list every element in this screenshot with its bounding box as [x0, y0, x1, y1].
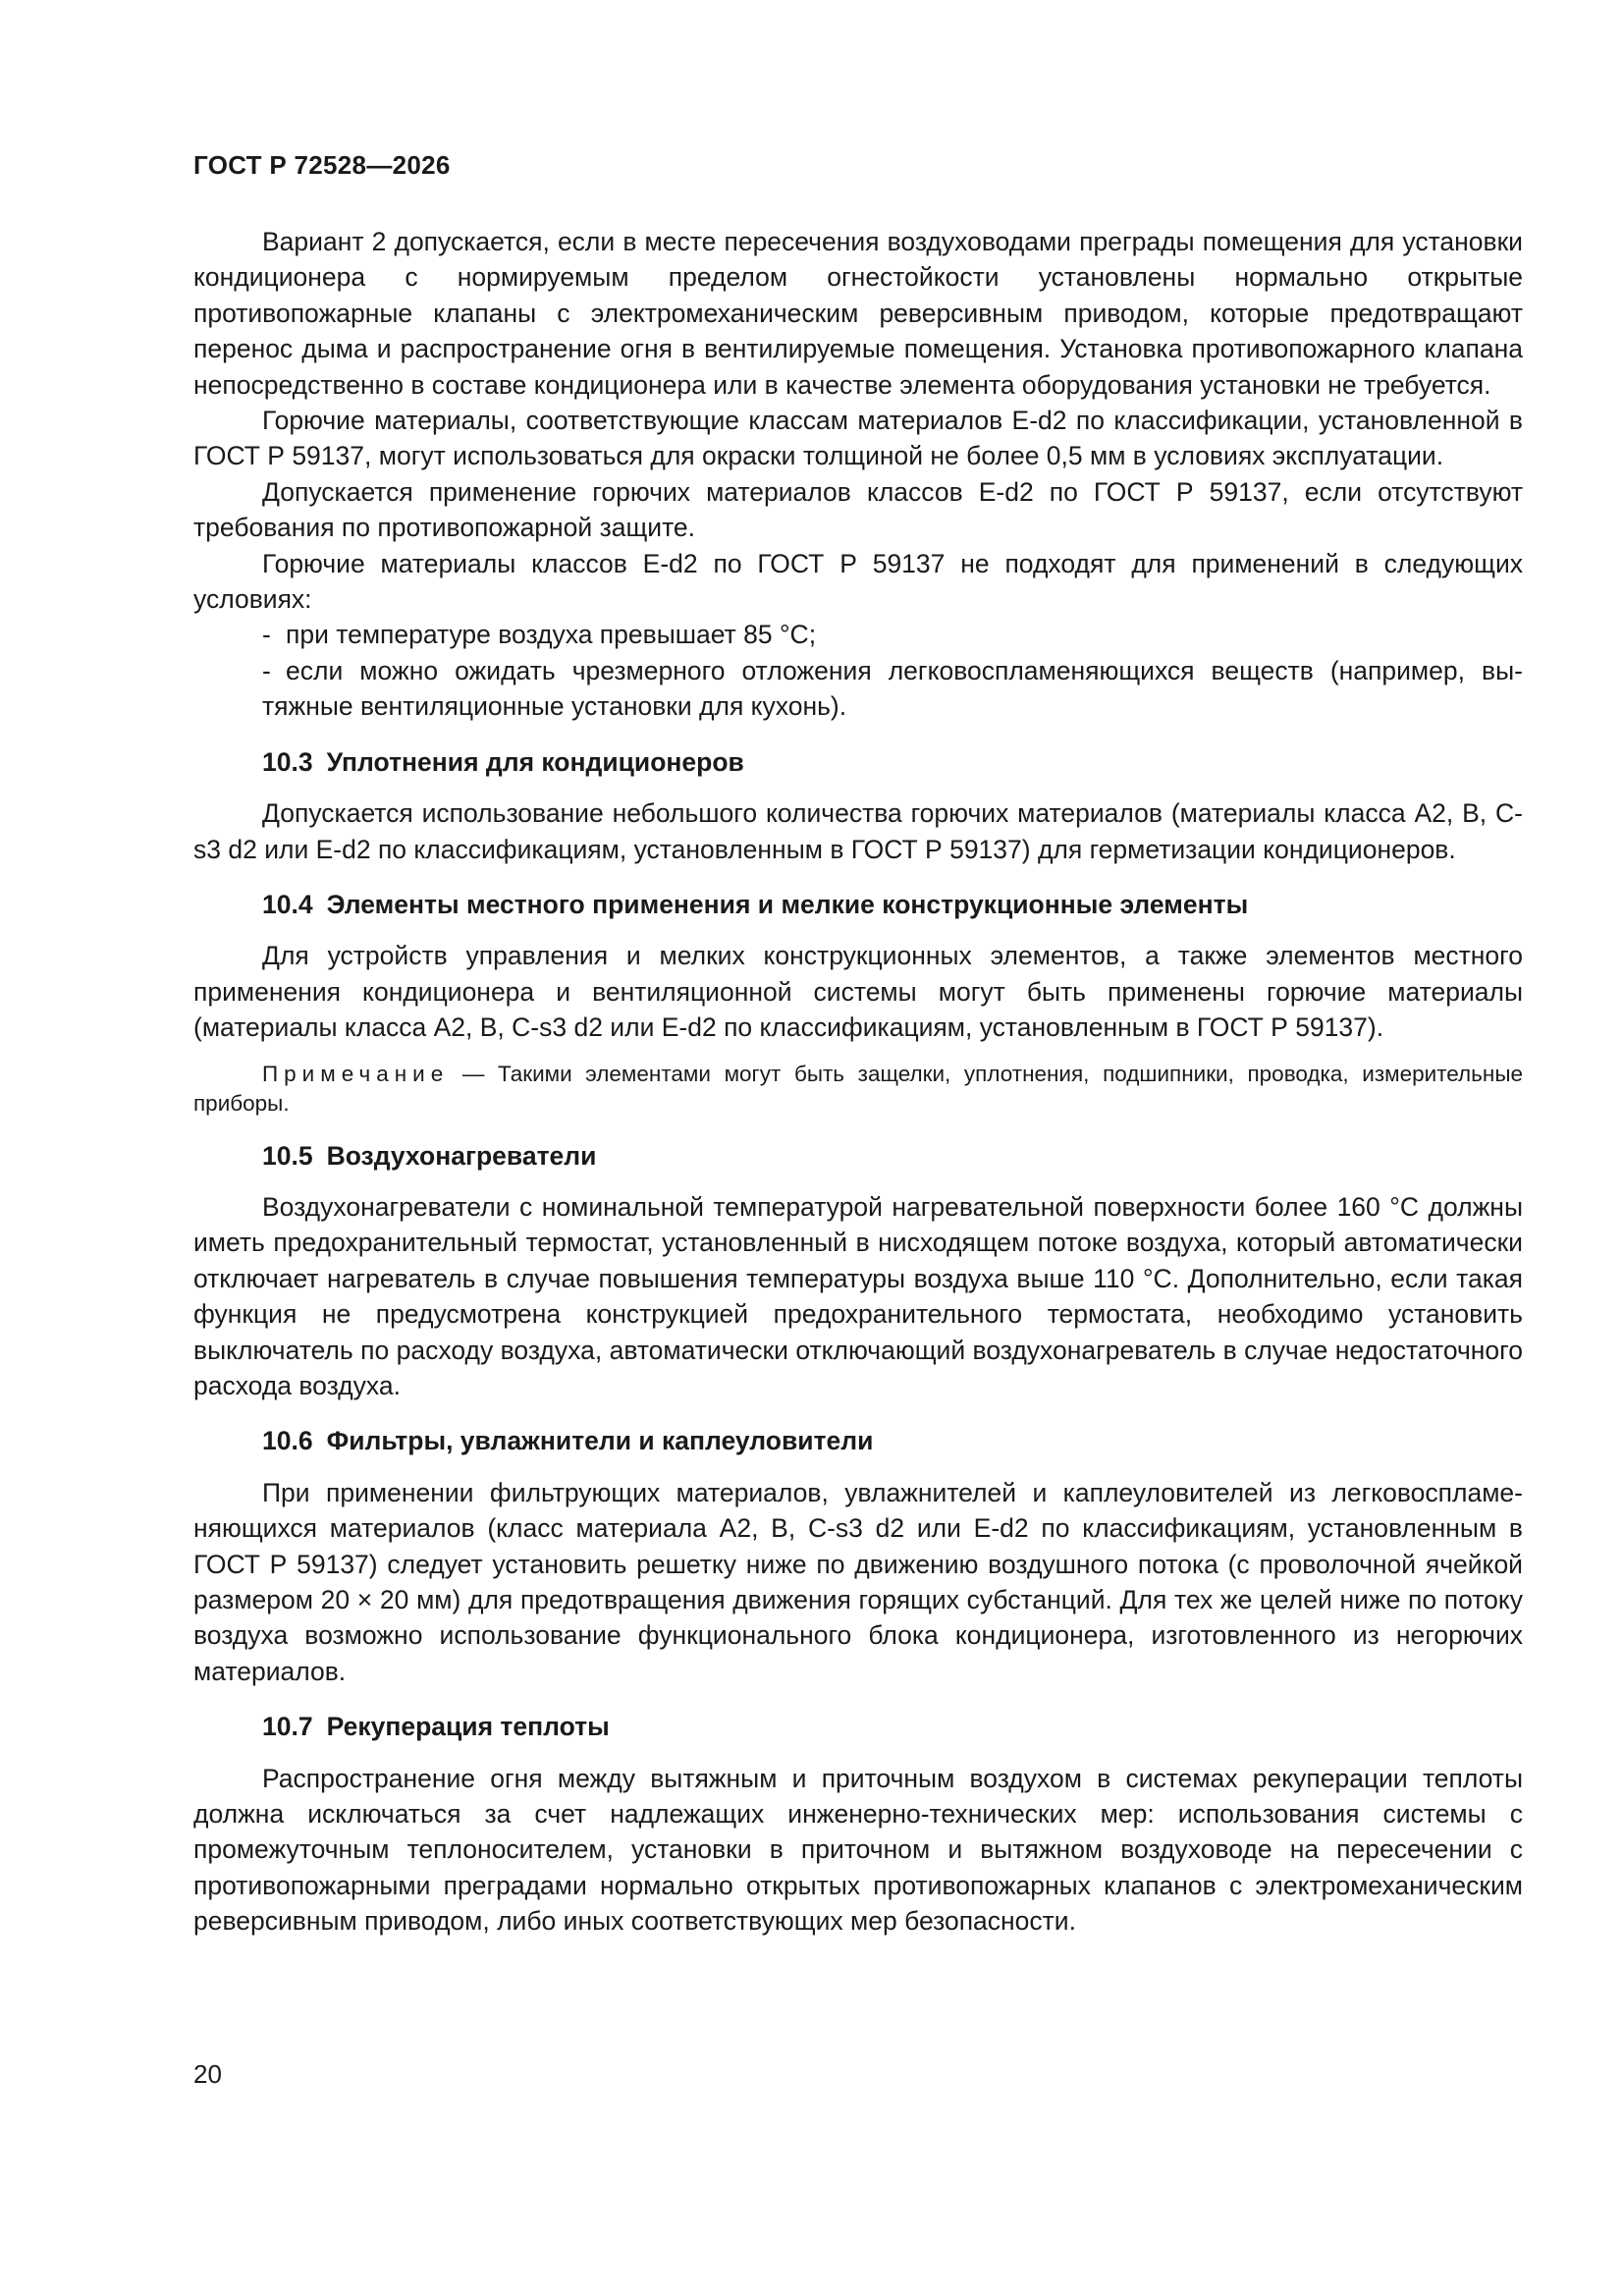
list-dash: - [262, 620, 271, 650]
section-number: 10.4 [262, 889, 313, 919]
document-header: ГОСТ Р 72528—2026 [193, 150, 451, 180]
section-number: 10.7 [262, 1712, 313, 1742]
section-title: Воздухонагреватели [326, 1140, 597, 1171]
list-dash: - [262, 655, 271, 685]
paragraph-combustible-paint: Горючие материалы, соответствующие классам материалов E-d2 по классификации, установленной в ГОСТ Р 59137, могут использоваться для окраски толщиной не более 0,5 мм в условиях эксплуатации. [193, 406, 1523, 471]
section-number: 10.5 [262, 1140, 313, 1171]
document-body [193, 224, 1523, 1940]
paragraph-combustible-not-suitable: Горючие материалы классов E-d2 по ГОСТ Р 59137 не подходят для применений в следующих условиях: [193, 548, 1523, 615]
page-number: 20 [193, 2059, 222, 2089]
note-text: — Такими элементами могут быть защелки, уплотнения, подшипники, проводка, измерительные приборы. [193, 1061, 1523, 1116]
section-number: 10.6 [262, 1426, 313, 1456]
section-heading-10-3 [193, 744, 1523, 780]
section-number: 10.3 [262, 746, 313, 777]
section-heading-10-5 [193, 1138, 1523, 1174]
paragraph-variant-2: Вариант 2 допускается, если в месте пересечения воздуховодами преграды помещения для установки кондиционера с нормируемым пределом огнестойкости установлены нормально открытые противопожарные клапаны с электромеханическим реверсивным приводом, которые предотвращают перенос дыма и распространение огня в вентилируемые помещения. Установка противопожарного клапана непосредственно в составе кондиционера или в качестве элемента оборудования установки не требуется. [193, 227, 1523, 400]
paragraph-combustible-allowed: Допускается применение горючих материалов классов E-d2 по ГОСТ Р 59137, если отсутствуют требования по противопожарной защите. [193, 476, 1523, 543]
section-heading-10-7 [193, 1709, 1523, 1744]
section-heading-10-6 [193, 1423, 1523, 1458]
section-title: Фильтры, увлажнители и каплеуловители [326, 1426, 874, 1456]
list-item [193, 653, 1523, 725]
note-label: Примечание [262, 1061, 450, 1086]
section-text-10-3: Допускается использование небольшого количества горючих материалов (материалы класса А2, В, С-s3 d2 или Е-d2 по классификациям, установленным в ГОСТ Р 59137) для герметизации кондиционеров. [193, 798, 1523, 864]
list-item-text: если можно ожидать чрезмерного отложения легковоспламеняющихся веществ (например, вытяжные вентиляционные установки для кухонь). [262, 655, 1523, 722]
section-title: Элементы местного применения и мелкие конструкционные элементы [326, 889, 1249, 919]
section-title: Уплотнения для кондиционеров [326, 746, 744, 777]
note [193, 1060, 1523, 1119]
section-text-10-4: Для устройств управления и мелких конструкционных элементов, а также элементов местного применения кондиционера и вентиляционной системы могут быть применены горючие материалы (материалы класса А2, В, С-s3 d2 или Е-d2 по классификациям, установленным в ГОСТ Р 59137). [193, 941, 1523, 1043]
section-heading-10-4 [193, 887, 1523, 922]
list-item-text: при температуре воздуха превышает 85 °С; [286, 620, 817, 650]
section-title: Рекуперация теплоты [326, 1712, 610, 1742]
section-text-10-6: При применении фильтрующих материалов, увлажнителей и каплеуловителей из легковоспламеняющихся материалов (класс материала А2, В, С-s3 d2 или Е-d2 по классификациям, установленным в ГОСТ Р 59137) следует установить решетку ниже по движению воздушного потока (с проволочной ячейкой размером 20 × 20 мм) для предотвращения движения горящих субстанций. Для тех же целей ниже по потоку воздуха возможно использование функционального блока кондиционера, изготовленного из негорючих материалов. [193, 1477, 1523, 1686]
list-item [193, 617, 1523, 652]
section-text-10-7: Распространение огня между вытяжным и приточным воздухом в системах рекуперации теплоты должна исключаться за счет надлежащих инженерно-технических мер: использования системы с промежуточным теплоносителем, установки в приточном и вытяжном воздуховоде на пересечении с противопожарными преградами нормально открытых противопожарных клапанов с электромеханическим реверсивным приводом, либо иных соответствующих мер безопасности. [193, 1763, 1523, 1937]
section-text-10-5: Воздухонагреватели с номинальной температурой нагревательной поверхности более 160 °С должны иметь предохранительный термостат, установленный в нисходящем потоке воздуха, который автоматически отключает нагреватель в случае повышения температуры воздуха выше 110 °С. Дополнительно, если такая функция не предусмотрена конструкцией предохранительного термостата, необходимо установить выключатель по расходу воздуха, автоматически отключающий воздухонагреватель в случае недостаточного расхода воздуха. [193, 1191, 1523, 1400]
